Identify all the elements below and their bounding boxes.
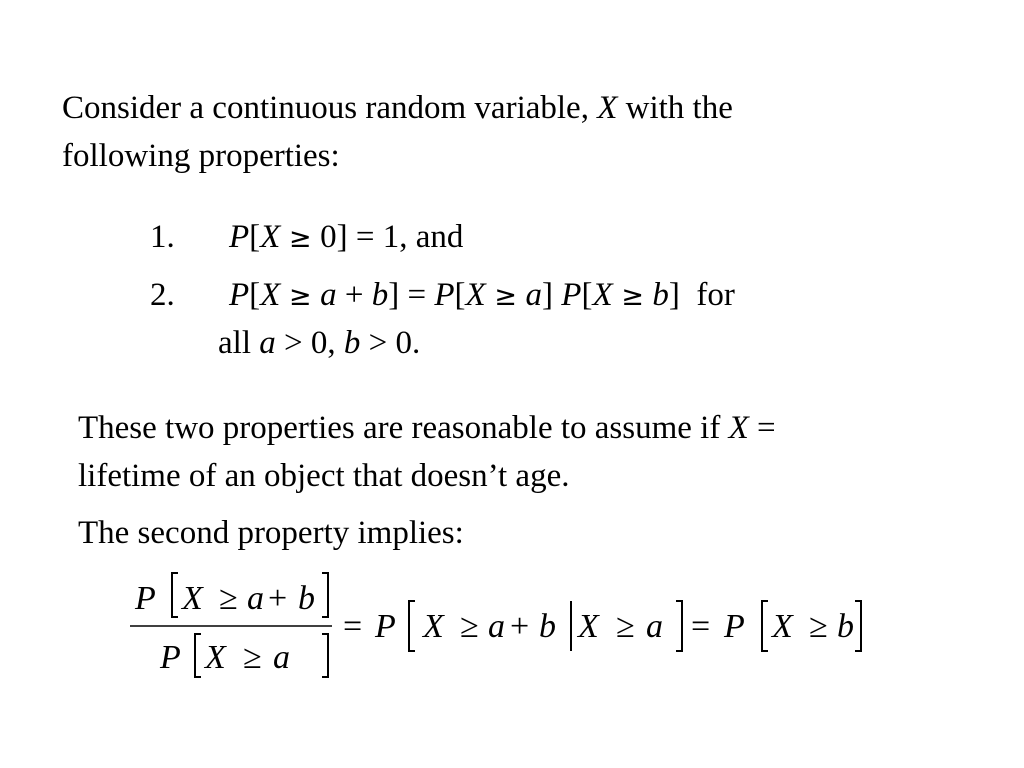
intro-line2-text: following properties: [62,138,340,174]
eq-mid-x2: X [578,608,599,645]
eq-num-a: a [247,580,264,617]
eq-rhs-geq: ≥ [809,608,828,645]
eq-num-b: b [298,580,315,617]
variable-x: X [597,90,618,126]
eq-mid-plus: + [510,608,530,645]
eq-num-x: X [182,580,203,617]
property-2-number: 2. [150,277,175,313]
eq-mid-a1: a [488,608,505,645]
equation-svg [125,565,875,685]
intro-line1-end: with the [617,90,733,126]
eq-equals-2: = [691,608,711,645]
eq-rhs-x: X [772,608,793,645]
property-2-text: P[X ≥ a + b] = P[X ≥ a] P[X ≥ b] for [229,277,735,313]
assumption-paragraph: These two properties are reasonable to assume if X = lifetime of an object that doesn’t age. [78,410,776,494]
eq-num-plus: + [268,580,288,617]
property-1-number: 1. [150,219,175,255]
intro-line1-text: Consider a continuous random variable, [62,90,598,126]
eq-den-p: P [160,639,181,676]
eq-den-x: X [205,639,226,676]
eq-mid-x1: X [423,608,444,645]
eq-rhs-p: P [724,608,745,645]
eq-equals-1: = [343,608,363,645]
property-1-text: P[X ≥ 0] = 1, and [229,219,464,255]
eq-mid-geq1: ≥ [460,608,479,645]
eq-rhs-b: b [837,608,854,645]
intro-paragraph [62,84,733,180]
eq-num-p: P [135,580,156,617]
eq-num-geq: ≥ [219,580,238,617]
eq-mid-p: P [375,608,396,645]
memoryless-equation [125,565,875,685]
property-2-continuation: all a > 0, b > 0. [218,325,421,361]
eq-den-a: a [273,639,290,676]
implication-paragraph: The second property implies: [78,515,464,551]
eq-mid-a2: a [646,608,663,645]
eq-den-geq: ≥ [243,639,262,676]
eq-mid-b: b [539,608,556,645]
eq-mid-geq2: ≥ [616,608,635,645]
